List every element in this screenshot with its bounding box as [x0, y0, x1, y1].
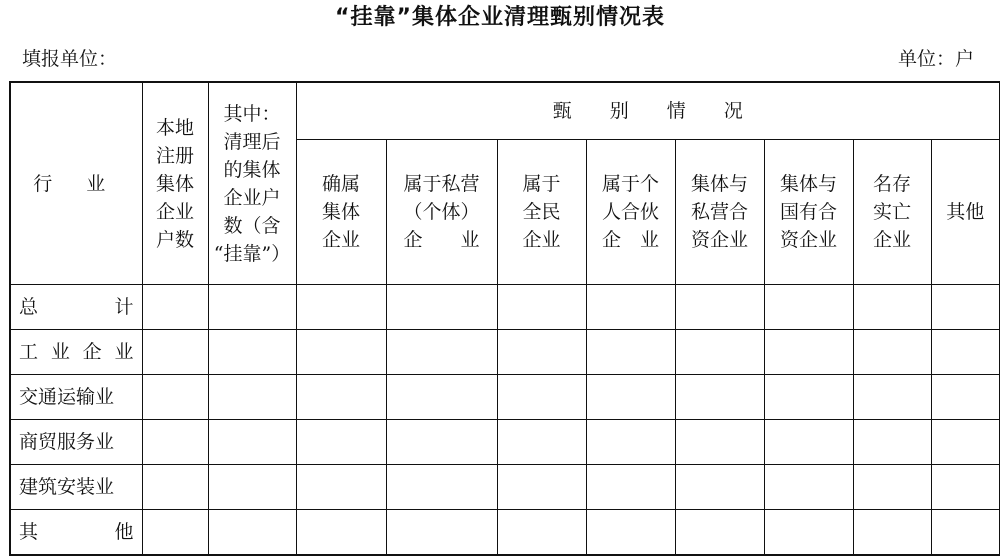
data-cell [208, 285, 296, 330]
screening-table [9, 81, 1000, 556]
data-cell [853, 375, 931, 420]
data-cell [586, 420, 675, 465]
data-cell [764, 375, 853, 420]
data-cell [675, 465, 764, 510]
data-cell [497, 420, 586, 465]
private-individual-header: 属于私营 （个体） 企 业 [386, 140, 497, 285]
data-cell [675, 420, 764, 465]
data-cell [675, 330, 764, 375]
header-row-top [10, 82, 1000, 140]
table-row [10, 330, 1000, 375]
data-cell [208, 330, 296, 375]
data-cell [675, 510, 764, 556]
data-cell [931, 465, 1000, 510]
data-cell [208, 420, 296, 465]
data-cell [296, 465, 386, 510]
state-owned-header: 属于 全民 企业 [497, 140, 586, 285]
post-cleanup-count-header: 其中： 清理后 的集体 企业户 数（含 “挂靠”） [208, 82, 296, 285]
data-cell [497, 375, 586, 420]
data-cell [853, 285, 931, 330]
data-cell [142, 330, 208, 375]
data-cell [296, 420, 386, 465]
row-label-total: 总 计 [10, 285, 142, 330]
industry-header: 行 业 [10, 82, 142, 285]
data-cell [497, 330, 586, 375]
defunct-enterprise-header: 名存 实亡 企业 [853, 140, 931, 285]
data-cell [586, 330, 675, 375]
data-cell [586, 375, 675, 420]
data-cell [142, 420, 208, 465]
data-cell [764, 510, 853, 556]
collective-state-jv-header: 集体与 国有合 资企业 [764, 140, 853, 285]
data-cell [675, 285, 764, 330]
data-cell [931, 330, 1000, 375]
data-cell [142, 375, 208, 420]
row-label-construction: 建筑安装业 [10, 465, 142, 510]
reporting-unit-label: 填报单位： [22, 48, 118, 70]
data-cell [586, 465, 675, 510]
data-cell [208, 375, 296, 420]
data-cell [386, 285, 497, 330]
data-cell [853, 330, 931, 375]
data-cell [764, 330, 853, 375]
data-cell [497, 285, 586, 330]
collective-private-jv-header: 集体与 私营合 资企业 [675, 140, 764, 285]
confirmed-collective-header: 确属 集体 企业 [296, 140, 386, 285]
partnership-header: 属于个 人合伙 企 业 [586, 140, 675, 285]
row-label-other: 其 他 [10, 510, 142, 556]
data-cell [208, 510, 296, 556]
data-cell [931, 510, 1000, 556]
data-cell [675, 375, 764, 420]
registered-count-header: 本地 注册 集体 企业 户数 [142, 82, 208, 285]
table-row [10, 375, 1000, 420]
data-cell [296, 330, 386, 375]
table-row [10, 285, 1000, 330]
data-cell [296, 510, 386, 556]
data-cell [764, 420, 853, 465]
data-cell [386, 330, 497, 375]
row-label-commerce: 商贸服务业 [10, 420, 142, 465]
row-label-transport: 交通运输业 [10, 375, 142, 420]
data-cell [497, 465, 586, 510]
data-cell [853, 510, 931, 556]
data-cell [931, 285, 1000, 330]
row-label-industrial: 工 业 企 业 [10, 330, 142, 375]
data-cell [931, 420, 1000, 465]
data-cell [386, 420, 497, 465]
data-cell [931, 375, 1000, 420]
data-cell [764, 285, 853, 330]
table-row [10, 465, 1000, 510]
table-row [10, 510, 1000, 556]
data-cell [586, 285, 675, 330]
data-cell [208, 465, 296, 510]
data-cell [142, 510, 208, 556]
data-cell [764, 465, 853, 510]
data-cell [586, 510, 675, 556]
data-cell [296, 375, 386, 420]
data-cell [386, 375, 497, 420]
measurement-unit-label: 单位：户 [897, 48, 974, 70]
table-row [10, 420, 1000, 465]
data-cell [296, 285, 386, 330]
screening-group-header: 甄 别 情 况 [296, 82, 1000, 140]
data-cell [853, 465, 931, 510]
data-cell [142, 465, 208, 510]
data-cell [386, 510, 497, 556]
data-cell [142, 285, 208, 330]
data-cell [386, 465, 497, 510]
data-cell [853, 420, 931, 465]
other-type-header: 其他 [931, 140, 1000, 285]
data-cell [497, 510, 586, 556]
table-title: “挂靠”集体企业清理甄别情况表 [335, 5, 665, 30]
